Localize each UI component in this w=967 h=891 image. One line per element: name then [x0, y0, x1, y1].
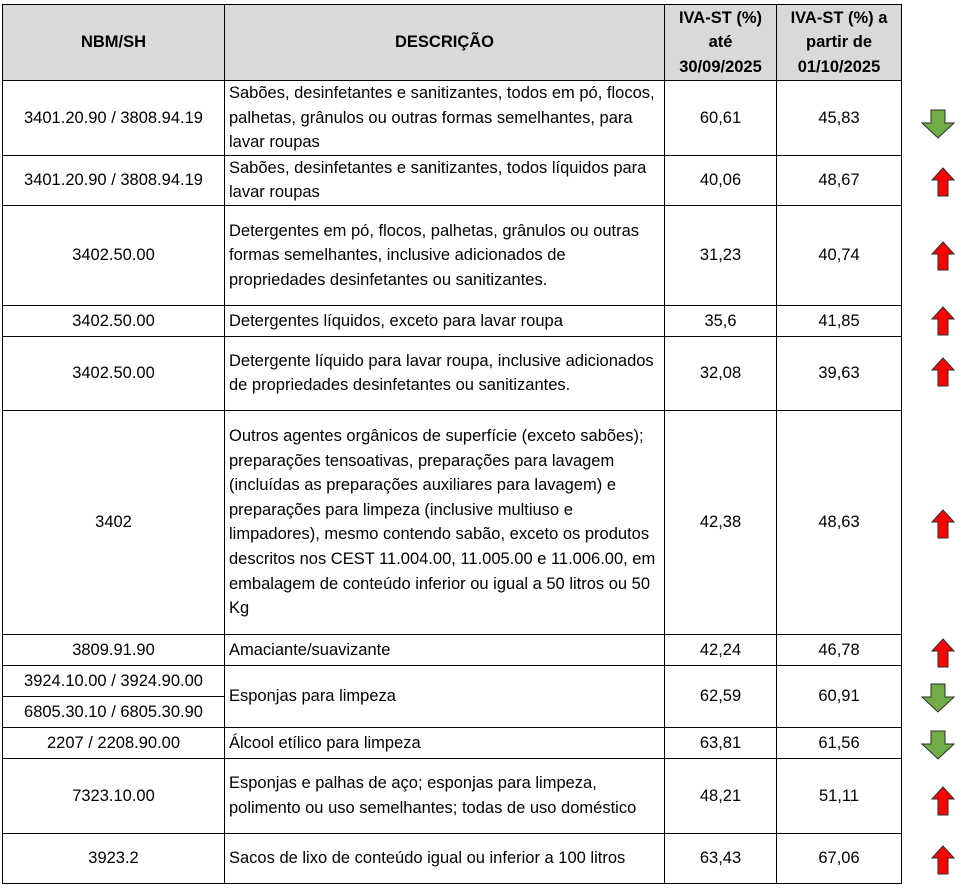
description-cell: Detergentes em pó, flocos, palhetas, grânulos ou outras formas semelhantes, inclusive adicionados de propriedades desinfetantes ou sanitizantes.: [225, 205, 665, 305]
table-row: [3, 833, 902, 883]
arrow-up-shape: [932, 242, 954, 270]
header-row: [3, 5, 902, 81]
arrow-up-icon: [925, 638, 961, 668]
ncm-cell: 3924.10.00 / 3924.90.00: [3, 665, 225, 696]
iva-new-cell: 48,67: [777, 155, 902, 205]
iva-old-cell: 31,23: [665, 205, 777, 305]
ncm-cell: 2207 / 2208.90.00: [3, 727, 225, 758]
arrow-up-shape: [932, 358, 954, 386]
header-iva-old: IVA-ST (%) até 30/09/2025: [665, 5, 777, 81]
arrow-down-icon: [920, 683, 956, 713]
iva-new-cell: 48,63: [777, 410, 902, 634]
description-cell: Esponjas para limpeza: [225, 665, 665, 727]
table-row: [3, 205, 902, 305]
arrow-up-icon: [925, 845, 961, 875]
iva-st-table: [2, 4, 902, 884]
header-description: DESCRIÇÃO: [225, 5, 665, 81]
table-row: [3, 665, 902, 696]
description-cell: Esponjas e palhas de aço; esponjas para limpeza, polimento ou uso semelhantes; todas de uso doméstico: [225, 758, 665, 833]
iva-new-cell: 46,78: [777, 634, 902, 665]
arrow-up-icon: [925, 241, 961, 271]
arrow-up-shape: [932, 168, 954, 196]
description-cell: Sabões, desinfetantes e sanitizantes, todos em pó, flocos, palhetas, grânulos ou outras formas semelhantes, para lavar roupas: [225, 81, 665, 156]
description-cell: Sabões, desinfetantes e sanitizantes, todos líquidos para lavar roupas: [225, 155, 665, 205]
ncm-cell: 3809.91.90: [3, 634, 225, 665]
iva-new-cell: 40,74: [777, 205, 902, 305]
arrow-up-icon: [925, 509, 961, 539]
iva-old-cell: 63,43: [665, 833, 777, 883]
table-row: [3, 634, 902, 665]
trend-arrows: [920, 0, 960, 891]
header-ncm: NBM/SH: [3, 5, 225, 81]
iva-old-cell: 60,61: [665, 81, 777, 156]
description-cell: Detergentes líquidos, exceto para lavar roupa: [225, 305, 665, 336]
arrow-down-icon: [920, 109, 956, 139]
table-row: [3, 305, 902, 336]
arrow-up-shape: [932, 510, 954, 538]
ncm-cell: 7323.10.00: [3, 758, 225, 833]
description-cell: Sacos de lixo de conteúdo igual ou inferior a 100 litros: [225, 833, 665, 883]
arrow-down-shape: [922, 110, 954, 138]
ncm-cell: 3402.50.00: [3, 305, 225, 336]
iva-new-cell: 41,85: [777, 305, 902, 336]
ncm-cell: 3402: [3, 410, 225, 634]
arrow-down-shape: [922, 684, 954, 712]
iva-new-cell: 51,11: [777, 758, 902, 833]
arrow-up-shape: [932, 846, 954, 874]
arrow-up-shape: [932, 639, 954, 667]
iva-new-cell: 60,91: [777, 665, 902, 727]
arrow-up-shape: [932, 307, 954, 335]
iva-old-cell: 42,38: [665, 410, 777, 634]
arrow-up-icon: [925, 306, 961, 336]
iva-new-cell: 45,83: [777, 81, 902, 156]
iva-new-cell: 61,56: [777, 727, 902, 758]
header-iva-new: IVA-ST (%) a partir de 01/10/2025: [777, 5, 902, 81]
iva-old-cell: 63,81: [665, 727, 777, 758]
table-row: [3, 727, 902, 758]
arrow-up-icon: [925, 357, 961, 387]
arrow-up-icon: [925, 167, 961, 197]
description-cell: Outros agentes orgânicos de superfície (exceto sabões); preparações tensoativas, preparações para lavagem (incluídas as preparações auxiliares para lavagem) e preparações para limpeza (inclusive multiuso e limpadores), mesmo contendo sabão, exceto os produtos descritos nos CEST 11.004.00, 11.005.00 e 11.006.00, em embalagem de conteúdo inferior ou igual a 50 litros ou 50 Kg: [225, 410, 665, 634]
iva-old-cell: 35,6: [665, 305, 777, 336]
iva-new-cell: 67,06: [777, 833, 902, 883]
table-row: [3, 336, 902, 410]
description-cell: Detergente líquido para lavar roupa, inclusive adicionados de propriedades desinfetantes ou sanitizantes.: [225, 336, 665, 410]
iva-old-cell: 42,24: [665, 634, 777, 665]
iva-new-cell: 39,63: [777, 336, 902, 410]
table-row: [3, 81, 902, 156]
ncm-cell: 3402.50.00: [3, 336, 225, 410]
iva-old-cell: 40,06: [665, 155, 777, 205]
ncm-cell: 3401.20.90 / 3808.94.19: [3, 81, 225, 156]
description-cell: Álcool etílico para limpeza: [225, 727, 665, 758]
iva-old-cell: 32,08: [665, 336, 777, 410]
arrow-up-icon: [925, 786, 961, 816]
ncm-cell: 3401.20.90 / 3808.94.19: [3, 155, 225, 205]
arrow-down-shape: [922, 731, 954, 759]
ncm-cell: 3402.50.00: [3, 205, 225, 305]
table-row: [3, 155, 902, 205]
description-cell: Amaciante/suavizante: [225, 634, 665, 665]
table-row: [3, 410, 902, 634]
arrow-up-shape: [932, 787, 954, 815]
ncm-cell: 6805.30.10 / 6805.30.90: [3, 696, 225, 727]
iva-old-cell: 62,59: [665, 665, 777, 727]
table-row: [3, 758, 902, 833]
arrow-down-icon: [920, 730, 956, 760]
ncm-cell: 3923.2: [3, 833, 225, 883]
iva-old-cell: 48,21: [665, 758, 777, 833]
